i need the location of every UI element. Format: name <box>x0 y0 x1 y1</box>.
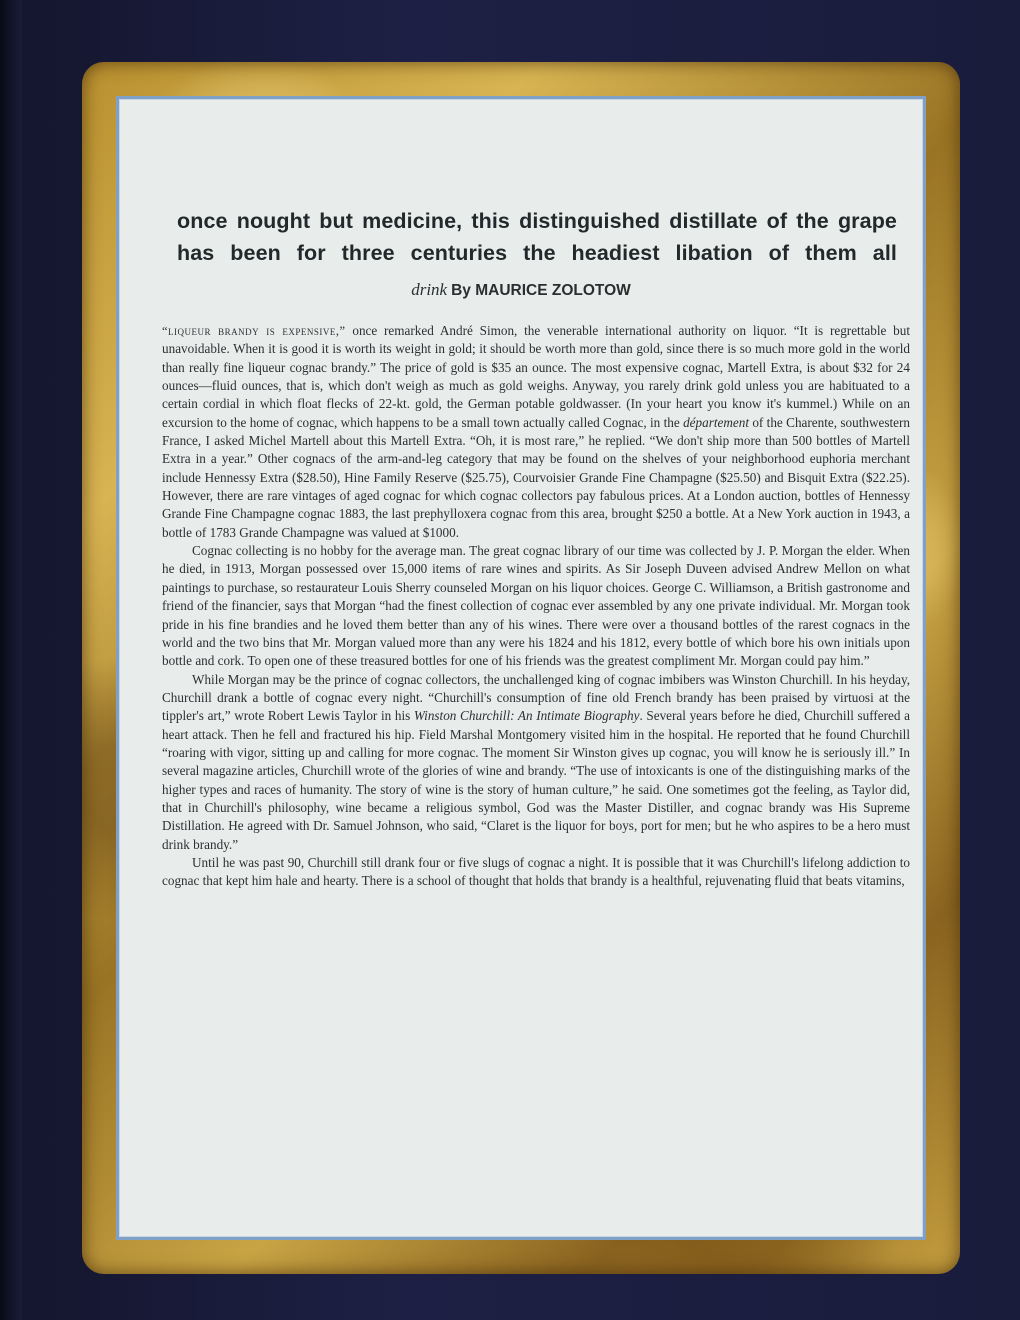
paragraph-text: . Several years before he died, Churchill suffered a heart attack. Then he fell and fractured his hip. Field Marshal Montgomery visited him in the hospital. He reported that he found Churchill “roaring with vigor, sitting up and calling for more cognac. The moment Sir Winston gives up cognac, you will know he is seriously ill.” In several magazine articles, Churchill wrote of the glories of wine and brandy. “The use of intoxicants is one of the distinguishing marks of the higher types and races of humanity. The story of wine is the story of human culture,” he said. One sometimes got the feeling, as Taylor did, that in Churchill's philosophy, wine became a religious symbol, God was the Master Distiller, and cognac brandy was His Supreme Distillation. He agreed with Dr. Samuel Johnson, who said, “Claret is the liquor for boys, port for men; but he who aspires to be a hero must drink brandy.” <box>162 708 910 852</box>
paragraph-2 <box>162 542 910 670</box>
paragraph-4 <box>162 854 910 891</box>
page-spine <box>0 0 22 1320</box>
gold-frame <box>82 62 960 1274</box>
section-label: drink <box>411 280 448 299</box>
byline <box>119 280 923 300</box>
headline: once nought but medicine, this distinguished distillate of the grape has been for three centuries the headiest libation of them all <box>177 209 897 265</box>
paragraph-3 <box>162 671 910 854</box>
paragraph-text: Until he was past 90, Churchill still drank four or five slugs of cognac a night. It is possible that it was Churchill's lifelong addiction to cognac that kept him hale and hearty. There is a school of thought that holds that brandy is a healthful, rejuvenating fluid that beats vitamins, <box>162 854 910 889</box>
paragraph-text: once remarked André Simon, the venerable international authority on liquor. “It is regrettable but unavoidable. When it is good it is worth its weight in gold; it should be worth more than gold, since there is so much more gold in the world than really fine liqueur cognac brandy.” The price of gold is $35 an ounce. The most expensive cognac, Martell Extra, is about $32 for 24 ounces—fluid ounces, that is, which don't weigh as much as gold weighs. Anyway, you rarely drink gold unless you are habituated to a certain cordial in which float flecks of 22-kt. gold, the German potable goldwasser. (In your heart you know it's kummel.) While on an excursion to the home of cognac, which happens to be a small town actually called Cognac, in the <box>162 323 910 430</box>
book-title: Winston Churchill: An Intimate Biography <box>413 708 640 724</box>
text-panel <box>116 96 926 1240</box>
paragraph-1 <box>162 322 910 542</box>
paragraph-italic: département <box>683 414 749 430</box>
author-name: By MAURICE ZOLOTOW <box>451 282 631 299</box>
article-body <box>162 322 910 891</box>
lead-in: “liqueur brandy is expensive,” <box>162 324 346 338</box>
paragraph-text: While Morgan may be the prince of cognac collectors, the unchallenged king of cognac imbibers was Winston Churchill. In his heyday, Churchill drank a bottle of cognac every night. “Churchill's consumption of fine old French brandy has been praised by virtuosi at the tippler's art,” wrote Robert Lewis Taylor in his <box>162 671 910 724</box>
paragraph-text: of the Charente, southwestern France, I asked Michel Martell about this Martell Extra. “Oh, it is most rare,” he replied. “We don't ship more than 500 bottles of Martell Extra in a year.” Other cognacs of the arm-and-leg category that may be found on the shelves of your neighborhood euphoria merchant include Hennessy Extra ($28.50), Hine Family Reserve ($25.75), Courvoisier Grande Fine Champagne ($25.50) and Bisquit Extra ($22.25). However, there are rare vintages of aged cognac for which cognac collectors pay fabulous prices. At a London auction, bottles of Hennessy Grande Fine Champagne cognac 1883, the last prephylloxera cognac from this area, brought $250 a bottle. At a New York auction in 1943, a bottle of 1783 Grande Champagne was valued at $1000. <box>162 414 910 540</box>
paragraph-text: Cognac collecting is no hobby for the average man. The great cognac library of our time was collected by J. P. Morgan the elder. When he died, in 1913, Morgan possessed over 15,000 items of rare wines and spirits. As Sir Joseph Duveen advised Andrew Mellon on what paintings to purchase, so restaurateur Louis Sherry counseled Morgan on his liquor choices. George C. Williamson, a British gastronome and friend of the financier, says that Morgan “had the finest collection of cognac ever assembled by any one private individual. Mr. Morgan took pride in his fine brandies and he loved them better than any of his wines. There were over a thousand bottles of the rarest cognacs in the world and the two bins that Mr. Morgan valued more than any were his 1824 and his 1812, every bottle of which bore his own initials upon bottle and cork. To open one of these treasured bottles for one of his friends was the greatest compliment Mr. Morgan could pay him.” <box>162 543 910 669</box>
